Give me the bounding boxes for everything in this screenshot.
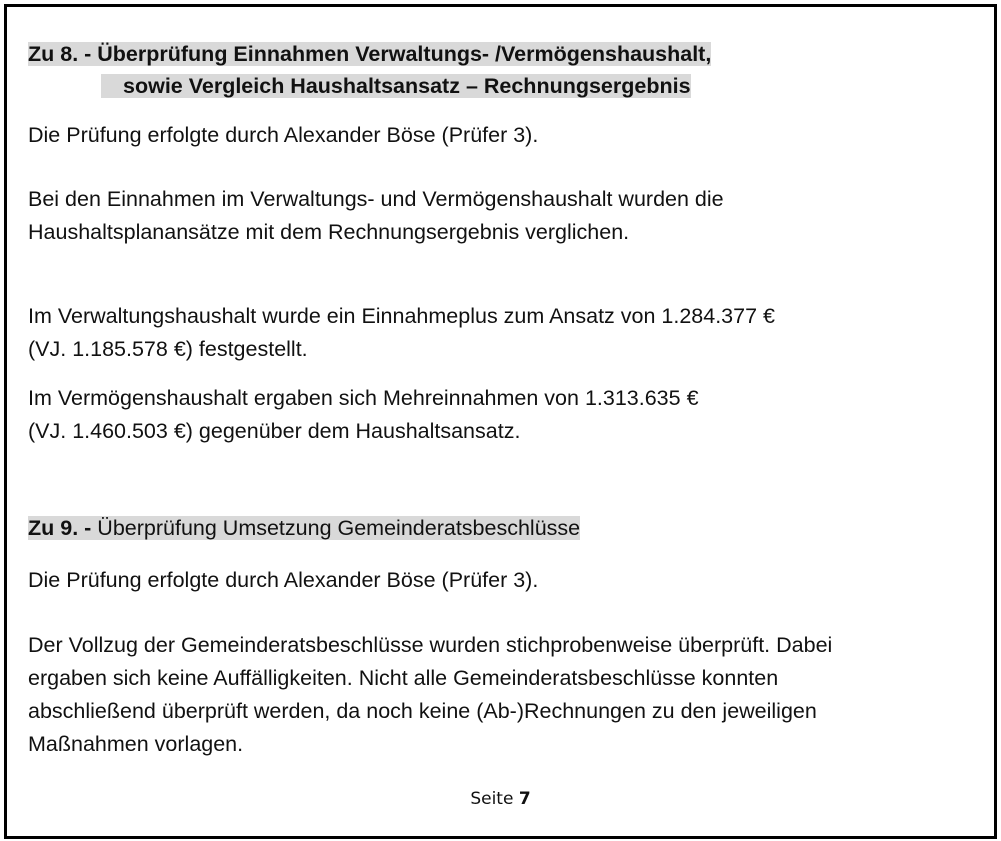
- section8-heading-line1: Zu 8. - Überprüfung Einnahmen Verwaltungs- /Vermögenshaushalt,: [28, 42, 712, 66]
- section8-paragraph-examiner: Die Prüfung erfolgte durch Alexander Böse (Prüfer 3).: [28, 123, 539, 147]
- section9-paragraph-line2: ergaben sich keine Auffälligkeiten. Nicht alle Gemeinderatsbeschlüsse konnten: [28, 666, 779, 690]
- section8-heading-line2: sowie Vergleich Haushaltsansatz – Rechnungsergebnis: [101, 74, 691, 98]
- page-footer: [7, 789, 994, 809]
- section8-paragraph-comparison-line2: Haushaltsplanansätze mit dem Rechnungsergebnis verglichen.: [28, 220, 630, 244]
- page-label: Seite: [470, 789, 514, 809]
- section8-paragraph-vermoegen-line1: Im Vermögenshaushalt ergaben sich Mehreinnahmen von 1.313.635 €: [28, 386, 699, 410]
- page-frame: [4, 4, 997, 839]
- section9-heading-title: Überprüfung Umsetzung Gemeinderatsbeschlüsse: [97, 516, 581, 540]
- section9-paragraph-examiner: Die Prüfung erfolgte durch Alexander Böse (Prüfer 3).: [28, 568, 539, 592]
- section8-heading: [28, 38, 711, 71]
- section9-heading: [28, 512, 580, 545]
- section8-paragraph-comparison-line1: Bei den Einnahmen im Verwaltungs- und Vermögenshaushalt wurden die: [28, 187, 724, 211]
- section9-heading-prefix: Zu 9. -: [28, 516, 92, 540]
- page-number: 7: [518, 789, 531, 809]
- section9-paragraph-line4: Maßnahmen vorlagen.: [28, 732, 244, 756]
- section8-paragraph-verwaltung-line1: Im Verwaltungshaushalt wurde ein Einnahmeplus zum Ansatz von 1.284.377 €: [28, 304, 775, 328]
- section9-paragraph-line1: Der Vollzug der Gemeinderatsbeschlüsse wurden stichprobenweise überprüft. Dabei: [28, 633, 833, 657]
- section8-paragraph-verwaltung-line2: (VJ. 1.185.578 €) festgestellt.: [28, 337, 308, 361]
- section8-heading-line2-wrap: [101, 70, 691, 103]
- section9-paragraph-line3: abschließend überprüft werden, da noch keine (Ab-)Rechnungen zu den jeweiligen: [28, 699, 817, 723]
- section8-paragraph-vermoegen-line2: (VJ. 1.460.503 €) gegenüber dem Haushaltsansatz.: [28, 419, 521, 443]
